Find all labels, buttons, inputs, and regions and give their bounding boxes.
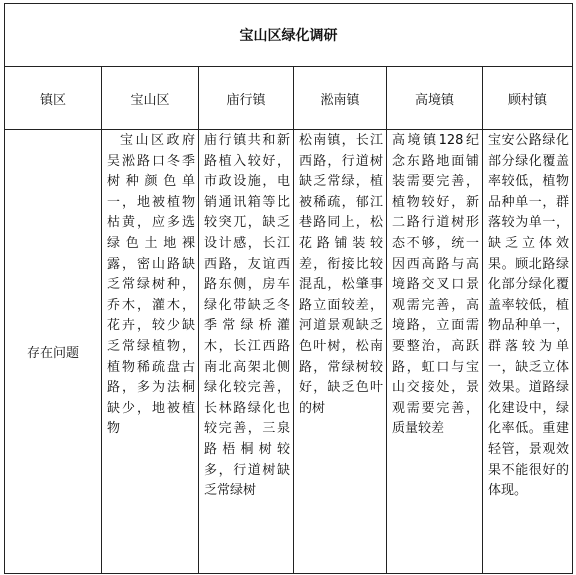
cell-baoshan-issues: 宝山区政府吴淞路口冬季树种颜色单一，地被植物枯黄，应多选绿色土地裸露，密山路缺乏常绿树种，乔木，灌木，花卉，较少缺乏常绿植物，植物稀疏盘古路，多为法桐缺少，地被植物: [102, 130, 199, 574]
header-gucun: 顾村镇: [483, 67, 573, 130]
header-gaojing: 高境镇: [387, 67, 483, 130]
title-row: [5, 4, 573, 67]
issues-row: [5, 130, 573, 574]
cell-gucun-issues: 宝安公路绿化部分绿化覆盖率较低，植物品种单一，群落较为单一，缺乏立体效果。顾北路绿化部分绿化覆盖率较低，植物品种单一，群落较为单一，缺乏立体效果。道路绿化建设中，绿化率低。重建轻管，景观效果不能很好的体现。: [483, 130, 573, 574]
header-town-district: 镇区: [5, 67, 102, 130]
header-row: [5, 67, 573, 130]
cell-miaohang-issues: 庙行镇共和新路植入较好，市政设施，电销通讯箱等比较突兀，缺乏设计感，长江西路，友谊西路东侧，房车绿化带缺乏冬季常绿桥灌木，长江西路南北高架北侧绿化较完善，长林路绿化也较完善，三泉路梧桐树较多，行道树缺乏常绿树: [199, 130, 294, 574]
greening-survey-table: [4, 3, 573, 574]
header-baoshan: 宝山区: [102, 67, 199, 130]
table-title: 宝山区绿化调研: [5, 4, 573, 67]
header-songnan: 淞南镇: [294, 67, 387, 130]
cell-gaojing-issues: 高境镇128纪念东路地面铺装需要完善，植物较好，新二路行道树形态不够，统一因西高路与高境路交叉口景观需完善，高境路，立面需要整治，高跃路，虹口与宝山交接处，景观需要完善，质量较差: [387, 130, 483, 574]
row-label-issues: 存在问题: [5, 130, 102, 574]
cell-songnan-issues: 松南镇，长江西路，行道树缺乏常绿，植被稀疏，郁江巷路同上，松花路铺装较差，衔接比较混乱，松肇事路立面较差，河道景观缺乏色叶树，松南路，常绿树较好，缺乏色叶的树: [294, 130, 387, 574]
header-miaohang: 庙行镇: [199, 67, 294, 130]
